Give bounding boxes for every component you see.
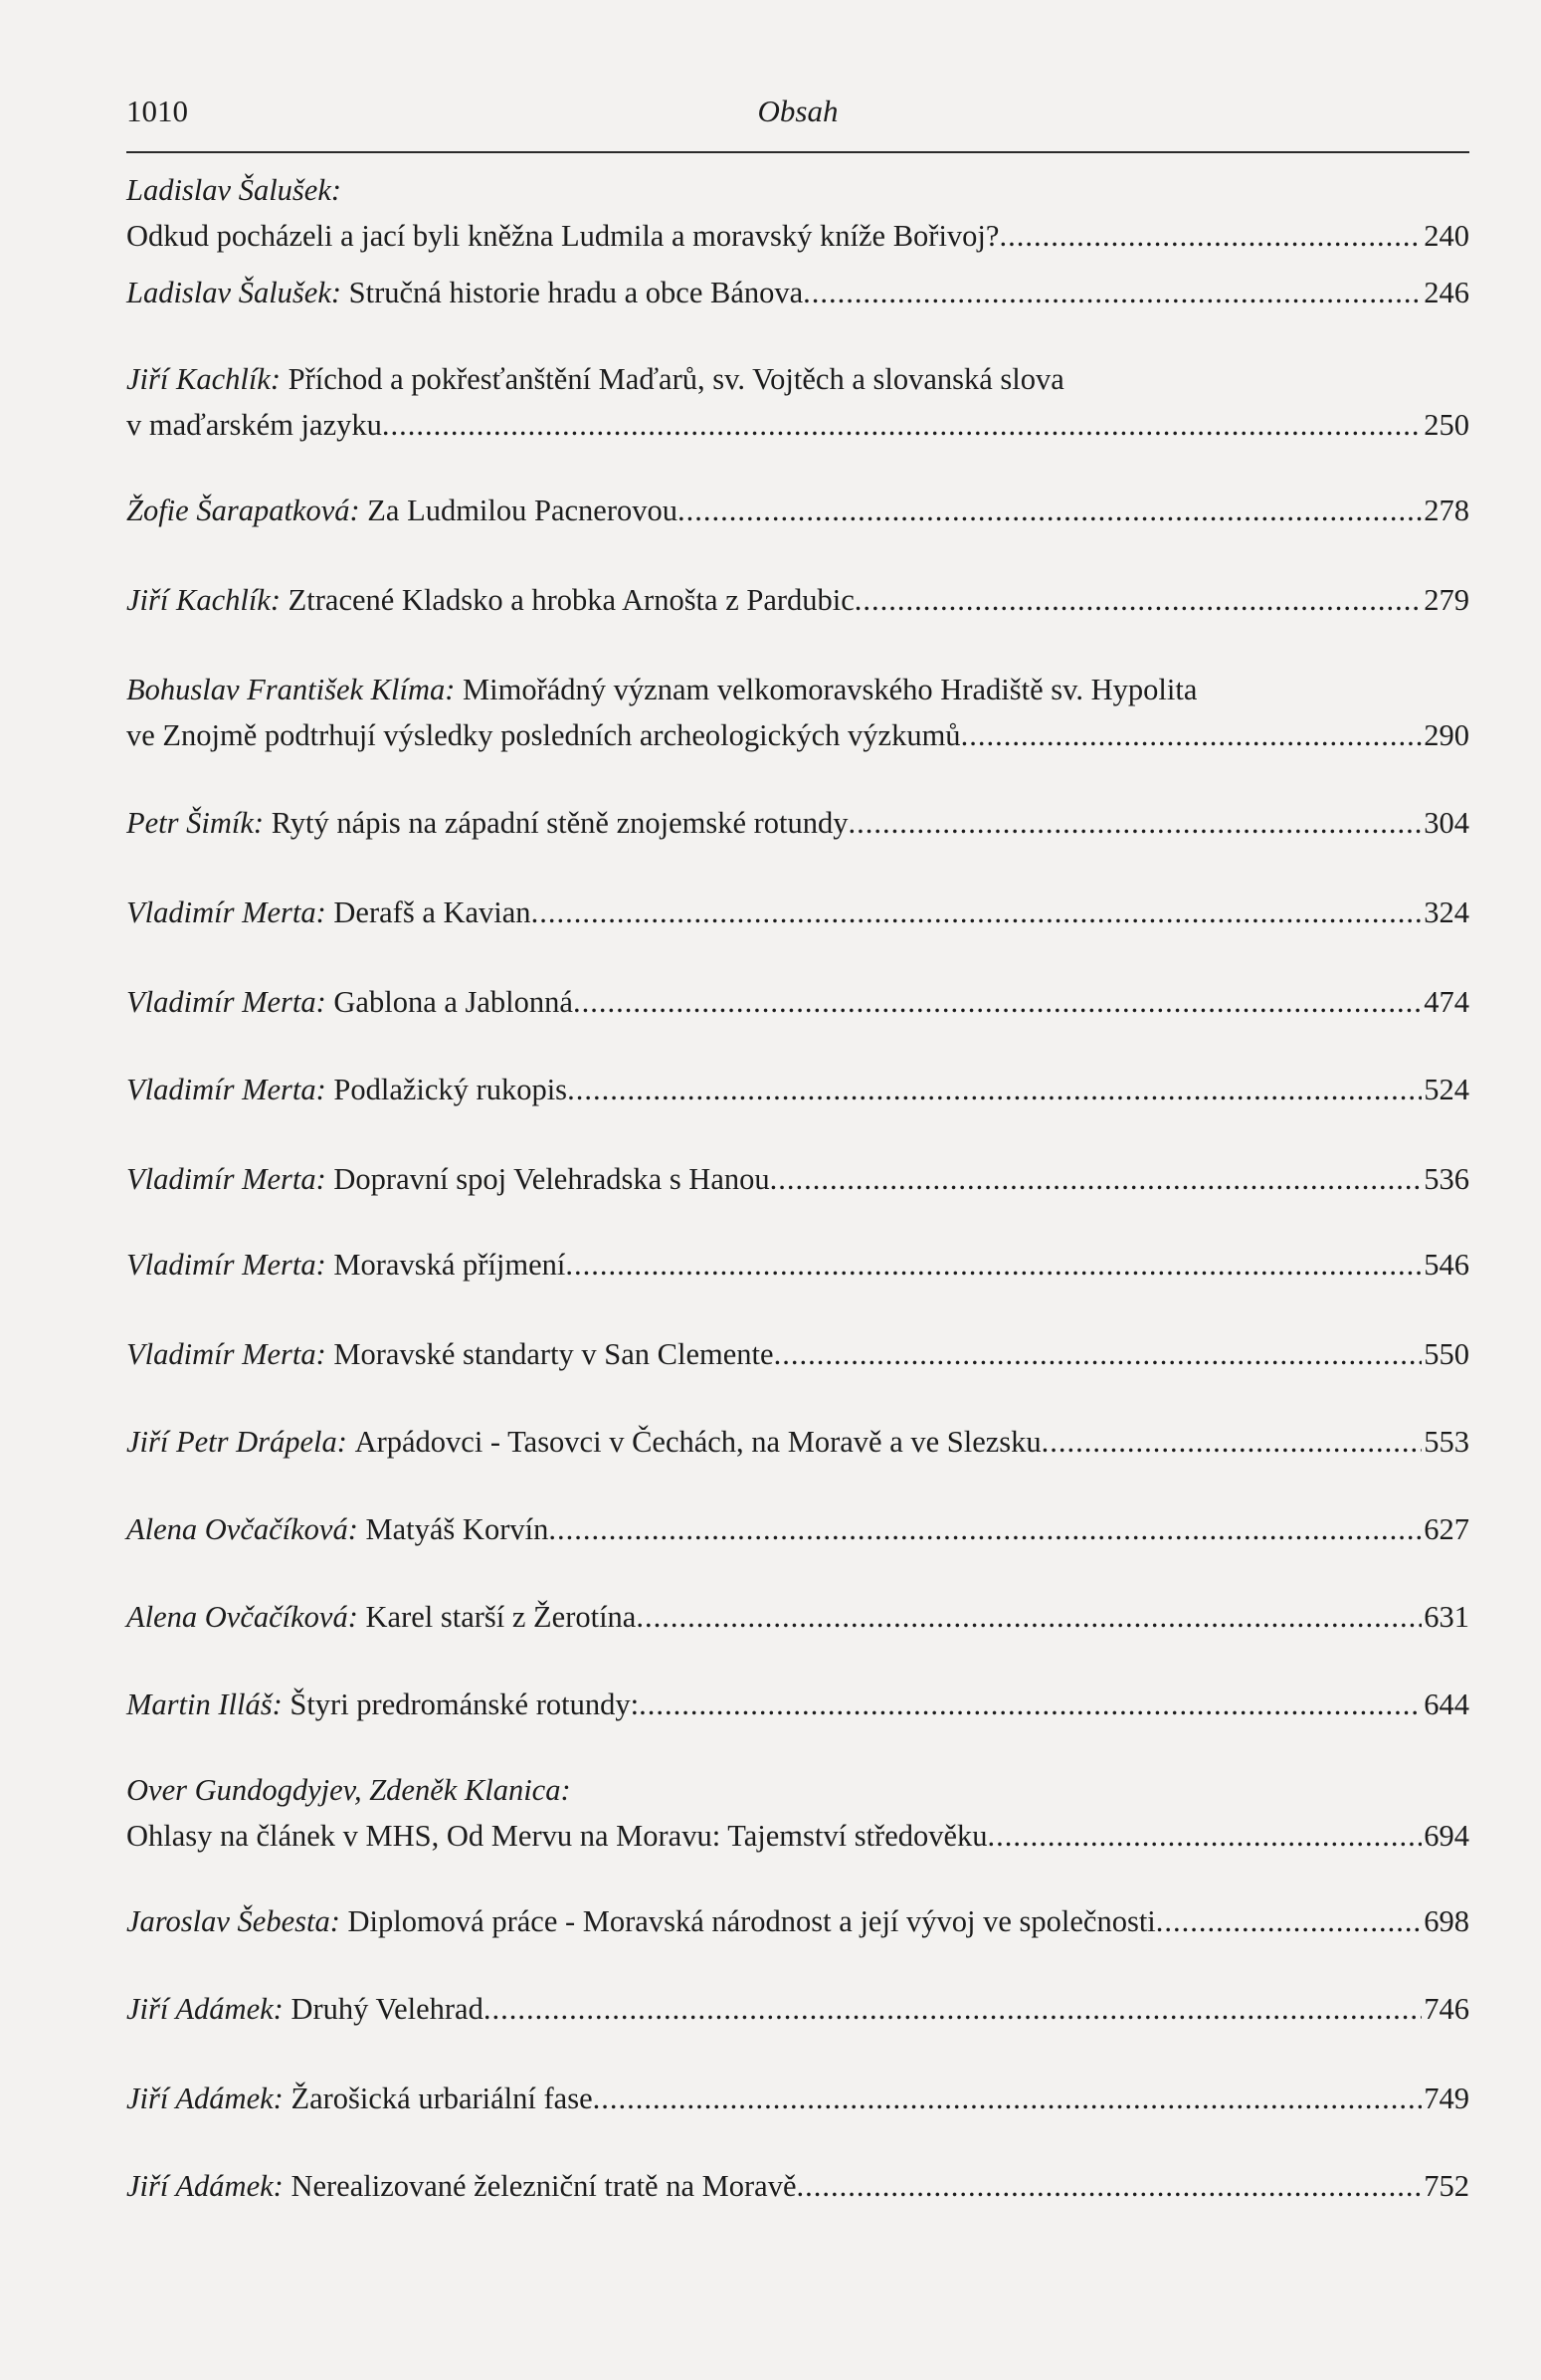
- toc-entry-title: Stručná historie hradu a obce Bánova: [348, 276, 804, 309]
- toc-entry-line: [126, 1419, 1469, 1465]
- toc-entry-page: 536: [1424, 1162, 1469, 1196]
- toc-entry-title: Druhý Velehrad: [290, 1992, 483, 2026]
- dot-leader: [593, 2076, 1423, 2121]
- toc-entry-author: Ladislav Šalušek:: [126, 173, 342, 207]
- toc-entry-author: Over Gundogdyjev, Zdeněk Klanica:: [126, 1773, 571, 1807]
- toc-entry-page: 250: [1424, 408, 1469, 442]
- toc-entry-author: Petr Šimík:: [126, 806, 265, 840]
- toc-entry-line: [126, 1067, 1469, 1112]
- toc-entry-author: Jiří Adámek:: [126, 1992, 284, 2026]
- dot-leader: [1156, 1898, 1422, 1944]
- dot-leader: [677, 488, 1422, 533]
- toc-entry: [126, 1331, 1469, 1377]
- toc-entry-author: Jaroslav Šebesta:: [126, 1904, 340, 1938]
- toc-entry-line: [126, 890, 1469, 935]
- toc-entry-author: Jiří Kachlík:: [126, 362, 282, 396]
- toc-entry-page: 644: [1424, 1687, 1469, 1721]
- toc-entry: [126, 2163, 1469, 2209]
- toc-entry: [126, 356, 1469, 448]
- toc-entry: [126, 1419, 1469, 1465]
- toc-entry-page: 240: [1424, 219, 1469, 253]
- toc-entry-line: [126, 667, 1469, 712]
- dot-leader: [565, 1242, 1422, 1288]
- dot-leader: [796, 2163, 1422, 2209]
- toc-entry: [126, 979, 1469, 1025]
- toc-entry: [126, 2076, 1469, 2121]
- toc-entry-title: Štyri predrománské rotundy:: [289, 1687, 640, 1721]
- dot-leader: [636, 1594, 1422, 1640]
- toc-entry-author: Jiří Adámek:: [126, 2169, 284, 2203]
- dot-leader: [483, 1986, 1422, 2032]
- toc-entry-author: Vladimír Merta:: [126, 1337, 326, 1371]
- dot-leader: [382, 402, 1422, 448]
- toc-entry-line: [126, 1986, 1469, 2032]
- toc-entry-page: 553: [1424, 1425, 1469, 1459]
- dot-leader: [639, 1682, 1422, 1727]
- toc-entry-title: Diplomová práce - Moravská národnost a její vývoj ve společnosti: [347, 1904, 1156, 1938]
- toc-entry-line: [126, 2163, 1469, 2209]
- toc-entry-page: 324: [1424, 895, 1469, 929]
- toc-entry-title: Matyáš Korvín: [365, 1512, 549, 1546]
- toc-entry-page: 631: [1424, 1600, 1469, 1634]
- dot-leader: [567, 1067, 1422, 1112]
- toc-entry-line: [126, 712, 1469, 758]
- running-title: Obsah: [757, 94, 839, 128]
- toc-entry-page: 746: [1424, 1992, 1469, 2026]
- toc-entry-line: [126, 2076, 1469, 2121]
- toc-entry-page: 627: [1424, 1512, 1469, 1546]
- toc-entry-page: 694: [1424, 1819, 1469, 1853]
- toc-entry-line: [126, 488, 1469, 533]
- toc-entry: [126, 1682, 1469, 1727]
- toc-entry-page: 246: [1424, 276, 1469, 309]
- toc-entry: [126, 890, 1469, 935]
- toc-entry: [126, 488, 1469, 533]
- toc-entry-line: [126, 577, 1469, 623]
- dot-leader: [999, 213, 1422, 259]
- toc-entry-line: [126, 1813, 1469, 1859]
- toc-entry-page: 278: [1424, 494, 1469, 527]
- toc-entry-line: [126, 1682, 1469, 1727]
- toc-entry-line: [126, 402, 1469, 448]
- toc-entry-title: Žarošická urbariální fase: [290, 2082, 593, 2115]
- toc-entry-author: Jiří Kachlík:: [126, 583, 282, 617]
- toc-entry-title: Dopravní spoj Velehradska s Hanou: [333, 1162, 770, 1196]
- toc-entry-line: [126, 979, 1469, 1025]
- toc-entry-page: 550: [1424, 1337, 1469, 1371]
- page-header: [126, 92, 1469, 153]
- toc-entry-title: Příchod a pokřesťanštění Maďarů, sv. Vojtěch a slovanská slova: [288, 362, 1064, 396]
- toc-entry-line: [126, 270, 1469, 315]
- toc-entry-page: 546: [1424, 1248, 1469, 1282]
- toc-entry: [126, 1242, 1469, 1288]
- toc-entry-title: Za Ludmilou Pacnerovou: [367, 494, 677, 527]
- toc-entry-title: Gablona a Jablonná: [333, 985, 573, 1019]
- toc-entry-line: [126, 1242, 1469, 1288]
- toc-entry: [126, 800, 1469, 846]
- toc-entry: [126, 577, 1469, 623]
- toc-entry-line: [126, 1156, 1469, 1202]
- toc-entry-page: 749: [1424, 2082, 1469, 2115]
- toc-entry-title: Ohlasy na článek v MHS, Od Mervu na Moravu: Tajemství středověku: [126, 1819, 988, 1853]
- toc-entry: [126, 270, 1469, 315]
- toc-entry-title: Podlažický rukopis: [333, 1073, 568, 1106]
- toc-entry: [126, 1767, 1469, 1859]
- toc-entry-line: [126, 1331, 1469, 1377]
- toc-entry-title: v maďarském jazyku: [126, 408, 382, 442]
- dot-leader: [961, 712, 1423, 758]
- toc-entry: [126, 1898, 1469, 1944]
- toc-entry-page: 698: [1424, 1904, 1469, 1938]
- toc-entry-line: [126, 1594, 1469, 1640]
- toc-entry-line: [126, 1898, 1469, 1944]
- toc-entry-title: Mimořádný význam velkomoravského Hradiště sv. Hypolita: [463, 673, 1198, 706]
- toc-entry-page: 524: [1424, 1073, 1469, 1106]
- toc-entry-title: Ztracené Kladsko a hrobka Arnošta z Pardubic: [288, 583, 855, 617]
- toc-entry-page: 752: [1424, 2169, 1469, 2203]
- dot-leader: [1042, 1419, 1423, 1465]
- toc-entry-author: Vladimír Merta:: [126, 1073, 326, 1106]
- toc-entry-author: Vladimír Merta:: [126, 1248, 326, 1282]
- toc-entry-author: Jiří Adámek:: [126, 2082, 284, 2115]
- toc-entry-title: Moravská příjmení: [333, 1248, 566, 1282]
- toc-entry-title: Moravské standarty v San Clemente: [333, 1337, 774, 1371]
- toc-entry-author: Martin Illáš:: [126, 1687, 283, 1721]
- toc-entry-author: Vladimír Merta:: [126, 1162, 326, 1196]
- toc-entry-author: Vladimír Merta:: [126, 895, 326, 929]
- toc-entry-author: Bohuslav František Klíma:: [126, 673, 456, 706]
- toc-entry: [126, 167, 1469, 259]
- toc-entry: [126, 667, 1469, 758]
- dot-leader: [531, 890, 1423, 935]
- dot-leader: [774, 1331, 1423, 1377]
- dot-leader: [573, 979, 1422, 1025]
- toc-entry-line: [126, 800, 1469, 846]
- toc-entry-line: [126, 356, 1469, 402]
- toc-entry-title: Arpádovci - Tasovci v Čechách, na Moravě a ve Slezsku: [354, 1425, 1042, 1459]
- page-number: 1010: [126, 94, 188, 128]
- toc-entry-title: Karel starší z Žerotína: [365, 1600, 637, 1634]
- toc-entry: [126, 1594, 1469, 1640]
- dot-leader: [849, 800, 1423, 846]
- dot-leader: [770, 1156, 1423, 1202]
- toc-entry: [126, 1156, 1469, 1202]
- dot-leader: [855, 577, 1422, 623]
- dot-leader: [988, 1813, 1423, 1859]
- toc-entry-author: Jiří Petr Drápela:: [126, 1425, 347, 1459]
- toc-entry: [126, 1506, 1469, 1552]
- toc-entry-author: Vladimír Merta:: [126, 985, 326, 1019]
- dot-leader: [548, 1506, 1422, 1552]
- toc-entry: [126, 1067, 1469, 1112]
- toc-entry-author: Žofie Šarapatková:: [126, 494, 360, 527]
- dot-leader: [803, 270, 1422, 315]
- toc-entry-title: Derafš a Kavian: [333, 895, 531, 929]
- toc-entry-line: [126, 213, 1469, 259]
- toc-entry-title: Rytý nápis na západní stěně znojemské rotundy: [271, 806, 849, 840]
- toc-entry-author: Alena Ovčačíková:: [126, 1512, 358, 1546]
- toc-entry-page: 290: [1424, 718, 1469, 752]
- toc-entry-page: 474: [1424, 985, 1469, 1019]
- toc-entry-line: [126, 1506, 1469, 1552]
- toc-entry-author: Alena Ovčačíková:: [126, 1600, 358, 1634]
- toc-entry-title: Nerealizované železniční tratě na Moravě: [290, 2169, 797, 2203]
- toc-entry-title: Odkud pocházeli a jací byli kněžna Ludmila a moravský kníže Bořivoj?: [126, 219, 1000, 253]
- toc-entry-author: Ladislav Šalušek:: [126, 276, 342, 309]
- toc-entry-title: ve Znojmě podtrhují výsledky posledních archeologických výzkumů: [126, 718, 961, 752]
- toc-entry: [126, 1986, 1469, 2032]
- toc-entry-page: 304: [1424, 806, 1469, 840]
- toc-entry-page: 279: [1424, 583, 1469, 617]
